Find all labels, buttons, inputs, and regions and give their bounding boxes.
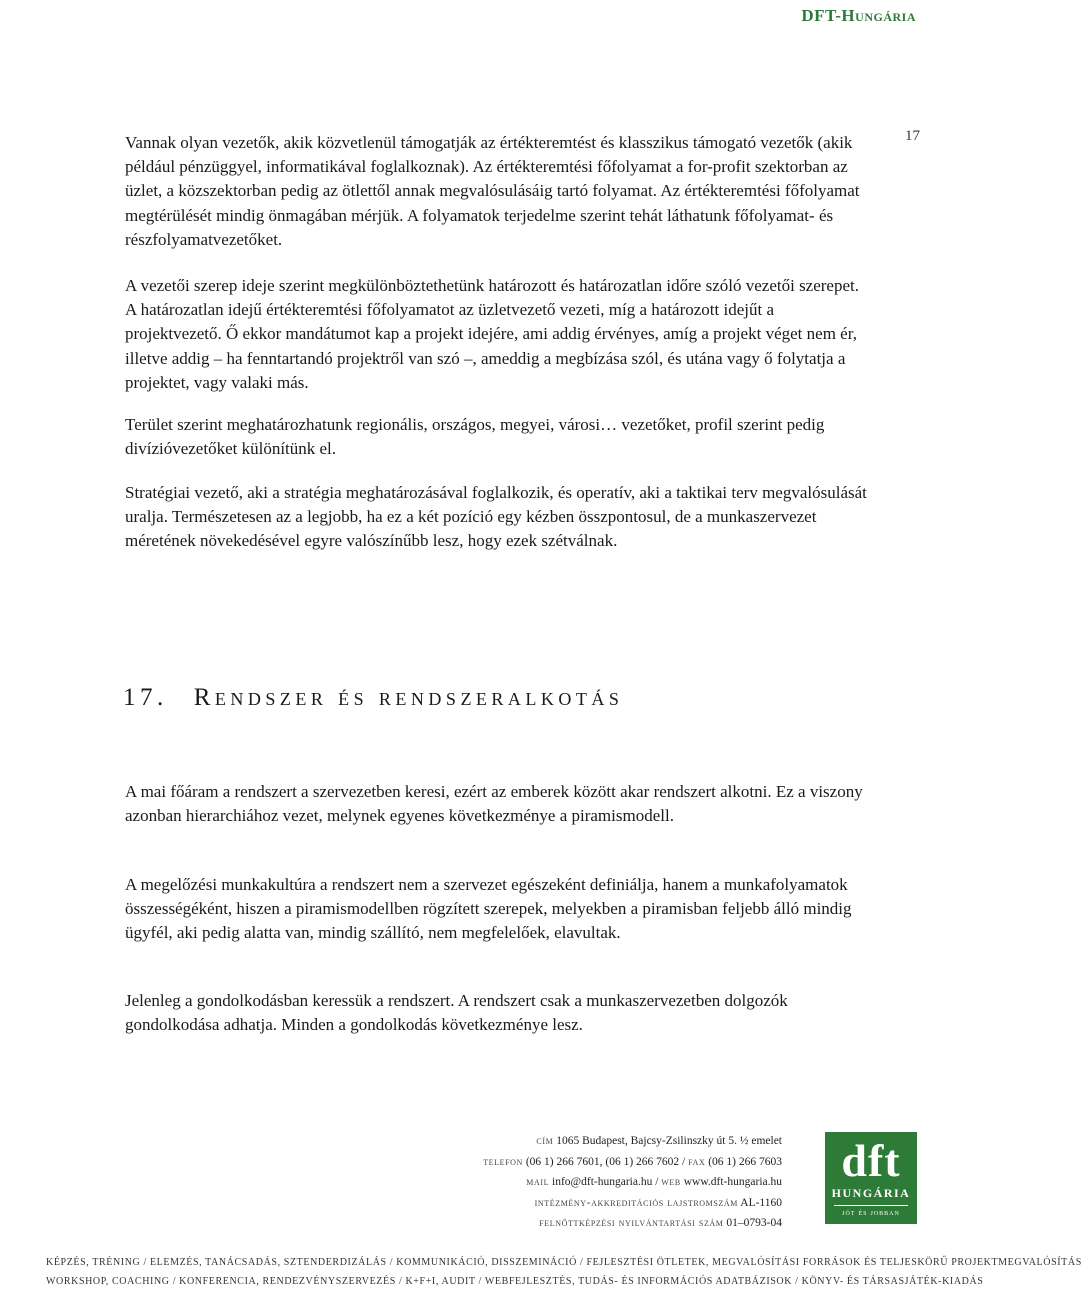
fax-label: fax — [688, 1155, 706, 1168]
accreditation-label: intézmény-akkreditációs lajstromszám — [534, 1196, 739, 1209]
mail-line: mail info@dft-hungaria.hu / web www.dft-hungaria.hu — [526, 1176, 782, 1189]
accreditation-line — [470, 1193, 782, 1214]
footer-services-line-1: KÉPZÉS, TRÉNING / ELEMZÉS, TANÁCSADÁS, SZTENDERDIZÁLÁS / KOMMUNIKÁCIÓ, DISSZEMINÁCIÓ / FEJLESZTÉSI ÖTLETEK, MEGVALÓSÍTÁSI FORRÁSOK ÉS TELJESKÖRŰ PROJEKTMEGVALÓSÍTÁS — [46, 1257, 1082, 1268]
brand-header: DFT-Hungária — [801, 6, 916, 25]
paragraph-1: Vannak olyan vezetők, akik közvetlenül támogatják az értékteremtést és klasszikus támogató vezetők (akik például pénzüggyel, informatikával foglalkoznak). Az értékteremtési főfolyamat a for-profit szektorban az üzlet, a közszektorban pedig az ötlettől annak megvalósulásáig tartó folyamat. Az értékteremtési főfolyamat megtérülését mindig önmagában mérjük. A folyamatok terjedelme szerint tehát láthatunk főfolyamat- és részfolyamatvezetőket. — [125, 133, 860, 249]
address-value: 1065 Budapest, Bajcsy-Zsilinszky út 5. ½ emelet — [556, 1135, 782, 1147]
mail-link[interactable]: info@dft-hungaria.hu — [552, 1176, 653, 1189]
paragraph-7: Jelenleg a gondolkodásban keressük a rendszert. A rendszert csak a munkaszervezetben dolgozók gondolkodása adhatja. Minden a gondolkodás következménye lesz. — [125, 991, 788, 1035]
section-title: Rendszer és rendszeralkotás — [193, 684, 624, 711]
registration-line — [470, 1213, 782, 1234]
address-label: cím — [536, 1135, 554, 1147]
fax-value: (06 1) 266 7603 — [708, 1155, 782, 1168]
logo-main-text: dft — [841, 1135, 901, 1186]
section-number: 17. — [123, 684, 168, 711]
logo-sub-text: HUNGÁRIA — [831, 1186, 911, 1200]
page-number: 17 — [905, 128, 920, 144]
web-label: web — [661, 1176, 681, 1189]
paragraph-4: Stratégiai vezető, aki a stratégia meghatározásával foglalkozik, és operatív, aki a taktikai terv megvalósulását uralja. Természetesen az a legjobb, ha ez a két pozíció egy kézben összpontosul, de a munkaszervezet méretének növekedésével egyre valószínűbb lesz, hogy ezek szétválnak. — [125, 483, 867, 551]
contact-block — [470, 1131, 782, 1234]
section-heading — [123, 684, 623, 712]
paragraph-6: A megelőzési munkakultúra a rendszert nem a szervezet egészeként definiálja, hanem a munkafolyamatok összességéként, hiszen a piramismodellben rögzített szerepek, melyekben a piramisban feljebb álló mindig ügyfél, aki pedig alatta van, mindig szállító, nem megfelelőek, elavultak. — [125, 875, 852, 943]
logo-divider — [834, 1205, 908, 1206]
paragraph-3: Terület szerint meghatározhatunk regionális, országos, megyei, városi… vezetőket, profil szerint pedig divízióvezetőket különítünk el. — [125, 415, 825, 459]
phone-line: telefon (06 1) 266 7601, (06 1) 266 7602 / fax (06 1) 266 7603 — [483, 1155, 782, 1168]
phone-label: telefon — [483, 1155, 523, 1168]
web-link[interactable]: www.dft-hungaria.hu — [683, 1176, 782, 1189]
dft-hungaria-logo — [825, 1132, 917, 1224]
paragraph-5: A mai főáram a rendszert a szervezetben keresi, ezért az emberek között akar rendszert alkotni. Ez a viszony azonban hierarchiához vezet, melynek egyenes következménye a piramismodell. — [125, 782, 863, 826]
accreditation-value: AL-1160 — [740, 1196, 782, 1209]
footer-services-line-2: WORKSHOP, COACHING / KONFERENCIA, RENDEZVÉNYSZERVEZÉS / K+F+I, AUDIT / WEBFEJLESZTÉS, TUDÁS- ÉS INFORMÁCIÓS ADATBÁZISOK / KÖNYV- ÉS TÁRSASJÁTÉK-KIADÁS — [46, 1276, 984, 1287]
logo-tagline: jót és jobban — [842, 1208, 900, 1217]
address-line — [470, 1131, 782, 1152]
registration-value: 01–0793-04 — [726, 1217, 782, 1230]
phone-value: (06 1) 266 7601, (06 1) 266 7602 — [525, 1155, 680, 1168]
mail-label: mail — [526, 1176, 550, 1189]
paragraph-2: A vezetői szerep ideje szerint megkülönböztethetünk határozott és határozatlan időre szóló vezetői szerepet. A határozatlan idejű értékteremtési főfolyamatot az üzletvezető vezeti, míg a határozott idejűt a projektvezető. Ő ekkor mandátumot kap a projekt idejére, ami addig érvényes, amíg a projekt véget nem ér, illetve addig – ha fenntartandó projektről van szó –, ameddig a megbízása szól, és utána vagy ő folytatja a projektet, vagy valaki más. — [125, 276, 859, 392]
registration-label: felnőttképzési nyilvántartási szám — [539, 1217, 724, 1230]
